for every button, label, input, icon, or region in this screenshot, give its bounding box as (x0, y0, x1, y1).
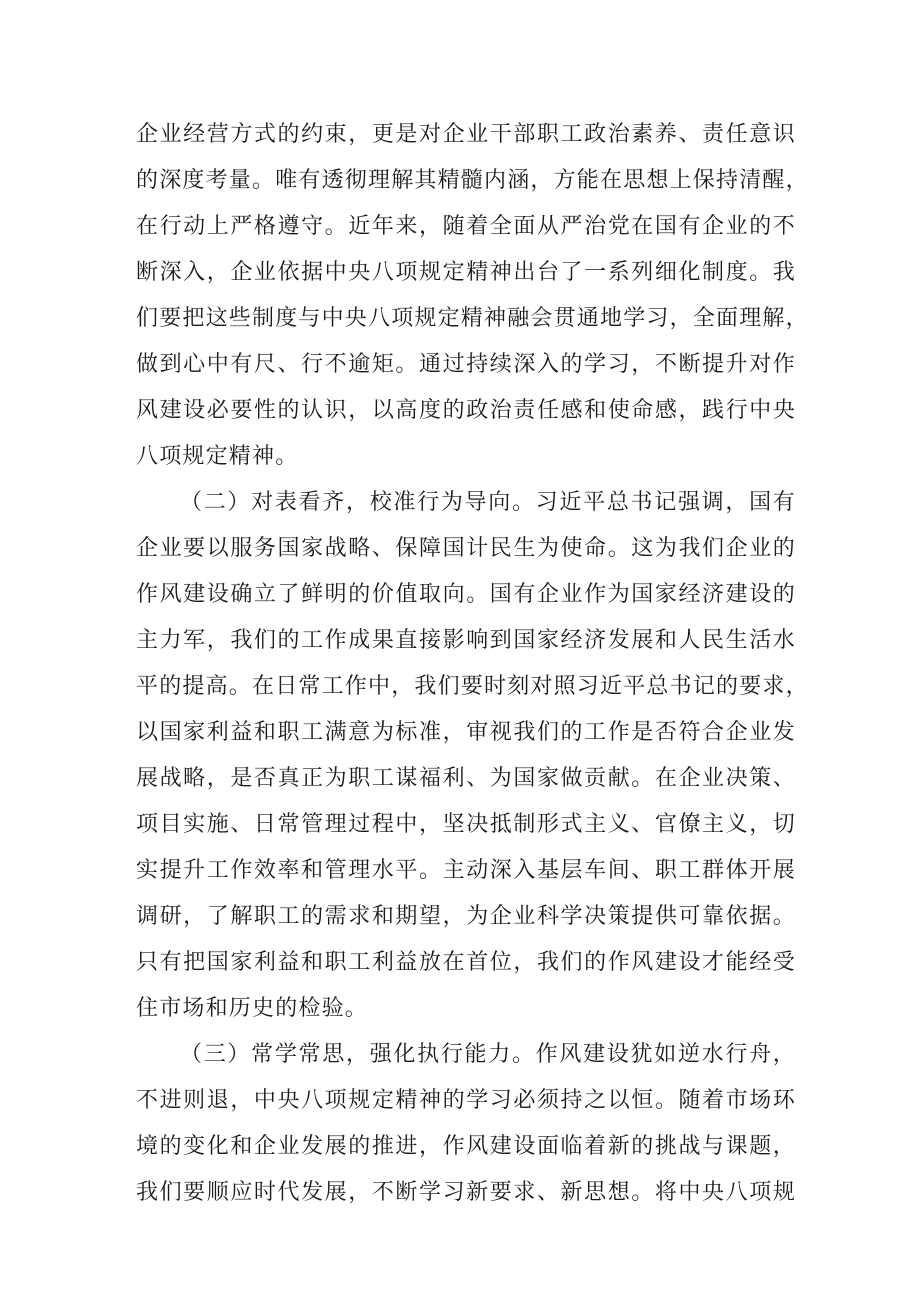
text-line: 的深度考量。唯有透彻理解其精髓内涵，方能在思想上保持清醒， (136, 168, 809, 193)
text-line: 们要把这些制度与中央八项规定精神融会贯通地学习，全面理解， (136, 306, 809, 331)
text-line: 境的变化和企业发展的推进，作风建设面临着新的挑战与课题， (136, 1134, 796, 1159)
text-line: 住市场和历史的检验。 (136, 996, 369, 1021)
text-line: 平的提高。在日常工作中，我们要时刻对照习近平总书记的要求， (136, 674, 809, 699)
text-line: 风建设必要性的认识，以高度的政治责任感和使命感，践行中央 (136, 398, 796, 423)
section-heading-line: （三）常学常思，强化执行能力。作风建设犹如逆水行舟， (180, 1042, 796, 1067)
text-line: 实提升工作效率和管理水平。主动深入基层车间、职工群体开展 (136, 858, 796, 883)
text-line: 做到心中有尺、行不逾矩。通过持续深入的学习，不断提升对作 (136, 352, 796, 377)
section-heading-line: （二）对表看齐，校准行为导向。习近平总书记强调，国有 (180, 490, 796, 515)
text-line: 展战略，是否真正为职工谋福利、为国家做贡献。在企业决策、 (136, 766, 796, 791)
text-line: 八项规定精神。 (136, 444, 299, 469)
text-line: 企业经营方式的约束，更是对企业干部职工政治素养、责任意识 (136, 122, 796, 147)
text-line: 断深入，企业依据中央八项规定精神出台了一系列细化制度。我 (136, 260, 796, 285)
text-line: 项目实施、日常管理过程中，坚决抵制形式主义、官僚主义，切 (136, 812, 796, 837)
text-line: 调研，了解职工的需求和期望，为企业科学决策提供可靠依据。 (136, 904, 796, 929)
text-line: 以国家利益和职工满意为标准，审视我们的工作是否符合企业发 (136, 720, 796, 745)
body-text (136, 112, 809, 1216)
text-line: 在行动上严格遵守。近年来，随着全面从严治党在国有企业的不 (136, 214, 796, 239)
text-line: 不进则退，中央八项规定精神的学习必须持之以恒。随着市场环 (136, 1088, 796, 1113)
text-line: 主力军，我们的工作成果直接影响到国家经济发展和人民生活水 (136, 628, 796, 653)
text-line: 我们要顺应时代发展，不断学习新要求、新思想。将中央八项规 (136, 1180, 796, 1205)
text-line: 企业要以服务国家战略、保障国计民生为使命。这为我们企业的 (136, 536, 796, 561)
text-line: 作风建设确立了鲜明的价值取向。国有企业作为国家经济建设的 (136, 582, 796, 607)
text-line: 只有把国家利益和职工利益放在首位，我们的作风建设才能经受 (136, 950, 796, 975)
